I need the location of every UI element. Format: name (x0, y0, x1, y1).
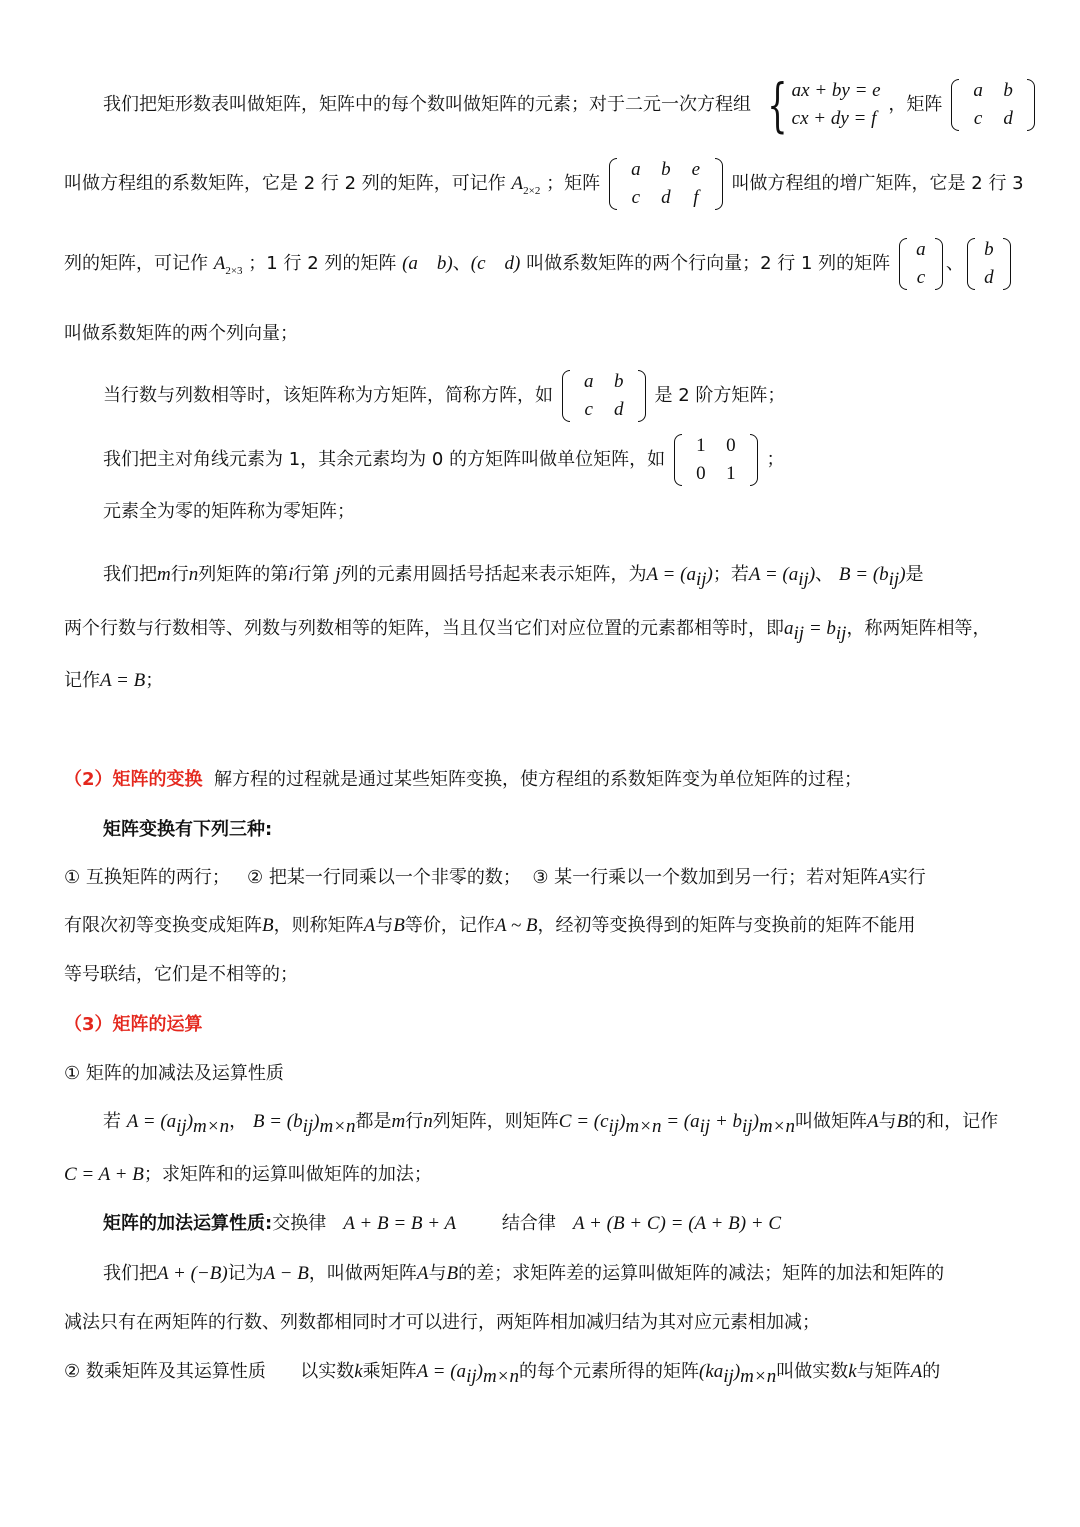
section-2-subheading: 矩阵变换有下列三种: (103, 819, 273, 840)
column-vector-1: a c (899, 238, 943, 290)
s3-line5: 减法只有在两矩阵的行数、列数都相同时才可以进行，两矩阵相加减归结为其对应元素相加减； (64, 1312, 820, 1333)
equation-system (759, 71, 881, 139)
s3-item2: ② 数乘矩阵及其运算性质 以实数k乘矩阵$A = (a_{ij})_{m\times n}$的每个元素所得的矩阵$(ka_{ij})_{m\times n}$叫做实数k与矩阵A的 (64, 1361, 941, 1387)
matrix-abcd: a b c d (951, 79, 1035, 131)
equation-2: cx + dy = f (791, 108, 877, 129)
p1-line2: 叫做方程组的系数矩阵，它是 2 行 2 列的矩阵，可记作 $A_{2\times 2}$ ；矩阵 a b e c d f 叫做方程组的增广矩阵，它是 2 行 3 (64, 159, 1024, 208)
augmented-matrix: a b e c d f (609, 158, 723, 210)
section-2-heading: （2）矩阵的变换 解方程的过程就是通过某些矩阵变换，使方程组的系数矩阵变为单位矩阵的过程； (64, 769, 862, 790)
section-2-title: （2）矩阵的变换 (64, 769, 203, 790)
p1-line3: 列的矩阵，可记作 $A_{2\times 3}$ ；1 行 2 列的矩阵 (a b)、(c d) 叫做系数矩阵的两个行向量；2 行 1 列的矩阵 a c 、 b d (64, 238, 1014, 290)
p5-line1: 我们把m行n列矩阵的第i行第 j列的元素用圆括号括起来表示矩阵，为$A = (a_{ij})$；若$A = (a_{ij})$、 $B = (b_{ij})$是 (103, 564, 924, 590)
p5-line2: 两个行数与行数相等、列数与列数相等的矩阵，当且仅当它们对应位置的元素都相等时，即$a_{ij} = b_{ij}$，称两矩阵相等， (64, 618, 991, 644)
column-vector-2: b d (967, 238, 1011, 290)
s2-line1: ① 互换矩阵的两行； ② 把某一行同乘以一个非零的数； ③ 某一行乘以一个数加到另一行；若对矩阵A实行 (64, 867, 926, 888)
p2-line: 当行数与列数相等时，该矩阵称为方矩阵，简称方阵，如 a b c d 是 2 阶方矩阵； (103, 371, 786, 420)
identity-matrix-example: 1 0 0 1 (674, 434, 758, 486)
brace-icon: { (767, 71, 788, 139)
s3-line1: 若 $A = (a_{ij})_{m\times n}$， $B = (b_{ij})_{m\times n}$都是m行n列矩阵，则矩阵$C = (c_{ij})_{m\times n} = (a_{ij} + b_{ij})_{m\times n}$叫做矩阵A与B的和，记作 (103, 1111, 999, 1137)
p3-line: 我们把主对角线元素为 1，其余元素均为 0 的方矩阵叫做单位矩阵，如 1 0 0 1 ； (103, 435, 785, 484)
p1-line4: 叫做系数矩阵的两个列向量； (64, 323, 298, 344)
equation-1: ax + by = e (791, 80, 881, 101)
p5-line3: 记作A = B； (64, 670, 164, 691)
s3-properties: 矩阵的加法运算性质:交换律 A + B = B + A 结合律 A + (B + C) = (A + B) + C (103, 1213, 782, 1234)
square-matrix-example: a b c d (562, 370, 646, 422)
p1-line1: 我们把矩形数表叫做矩阵，矩阵中的每个数叫做矩阵的元素；对于二元一次方程组 { ax + by = e cx + dy = f ，矩阵 a b c d (103, 76, 1038, 134)
row-vector-2: (c d) (470, 253, 521, 274)
s3-line4: 我们把A + (−B)记为A − B，叫做两矩阵A与B的差；求矩阵差的运算叫做矩阵的减法；矩阵的加法和矩阵的 (103, 1263, 945, 1284)
p4-line: 元素全为零的矩阵称为零矩阵； (103, 501, 355, 522)
section-3-heading: （3）矩阵的运算 (64, 1014, 203, 1035)
s2-line2: 有限次初等变换变成矩阵B，则称矩阵A与B等价，记作A ~ B，经初等变换得到的矩阵与变换前的矩阵不能用 (64, 915, 916, 936)
s2-line3: 等号联结，它们是不相等的； (64, 964, 298, 985)
row-vector-1: (a b) (402, 253, 453, 274)
s3-line2: C = A + B；求矩阵和的运算叫做矩阵的加法； (64, 1164, 432, 1185)
s3-item1: ① 矩阵的加减法及运算性质 (64, 1063, 284, 1084)
